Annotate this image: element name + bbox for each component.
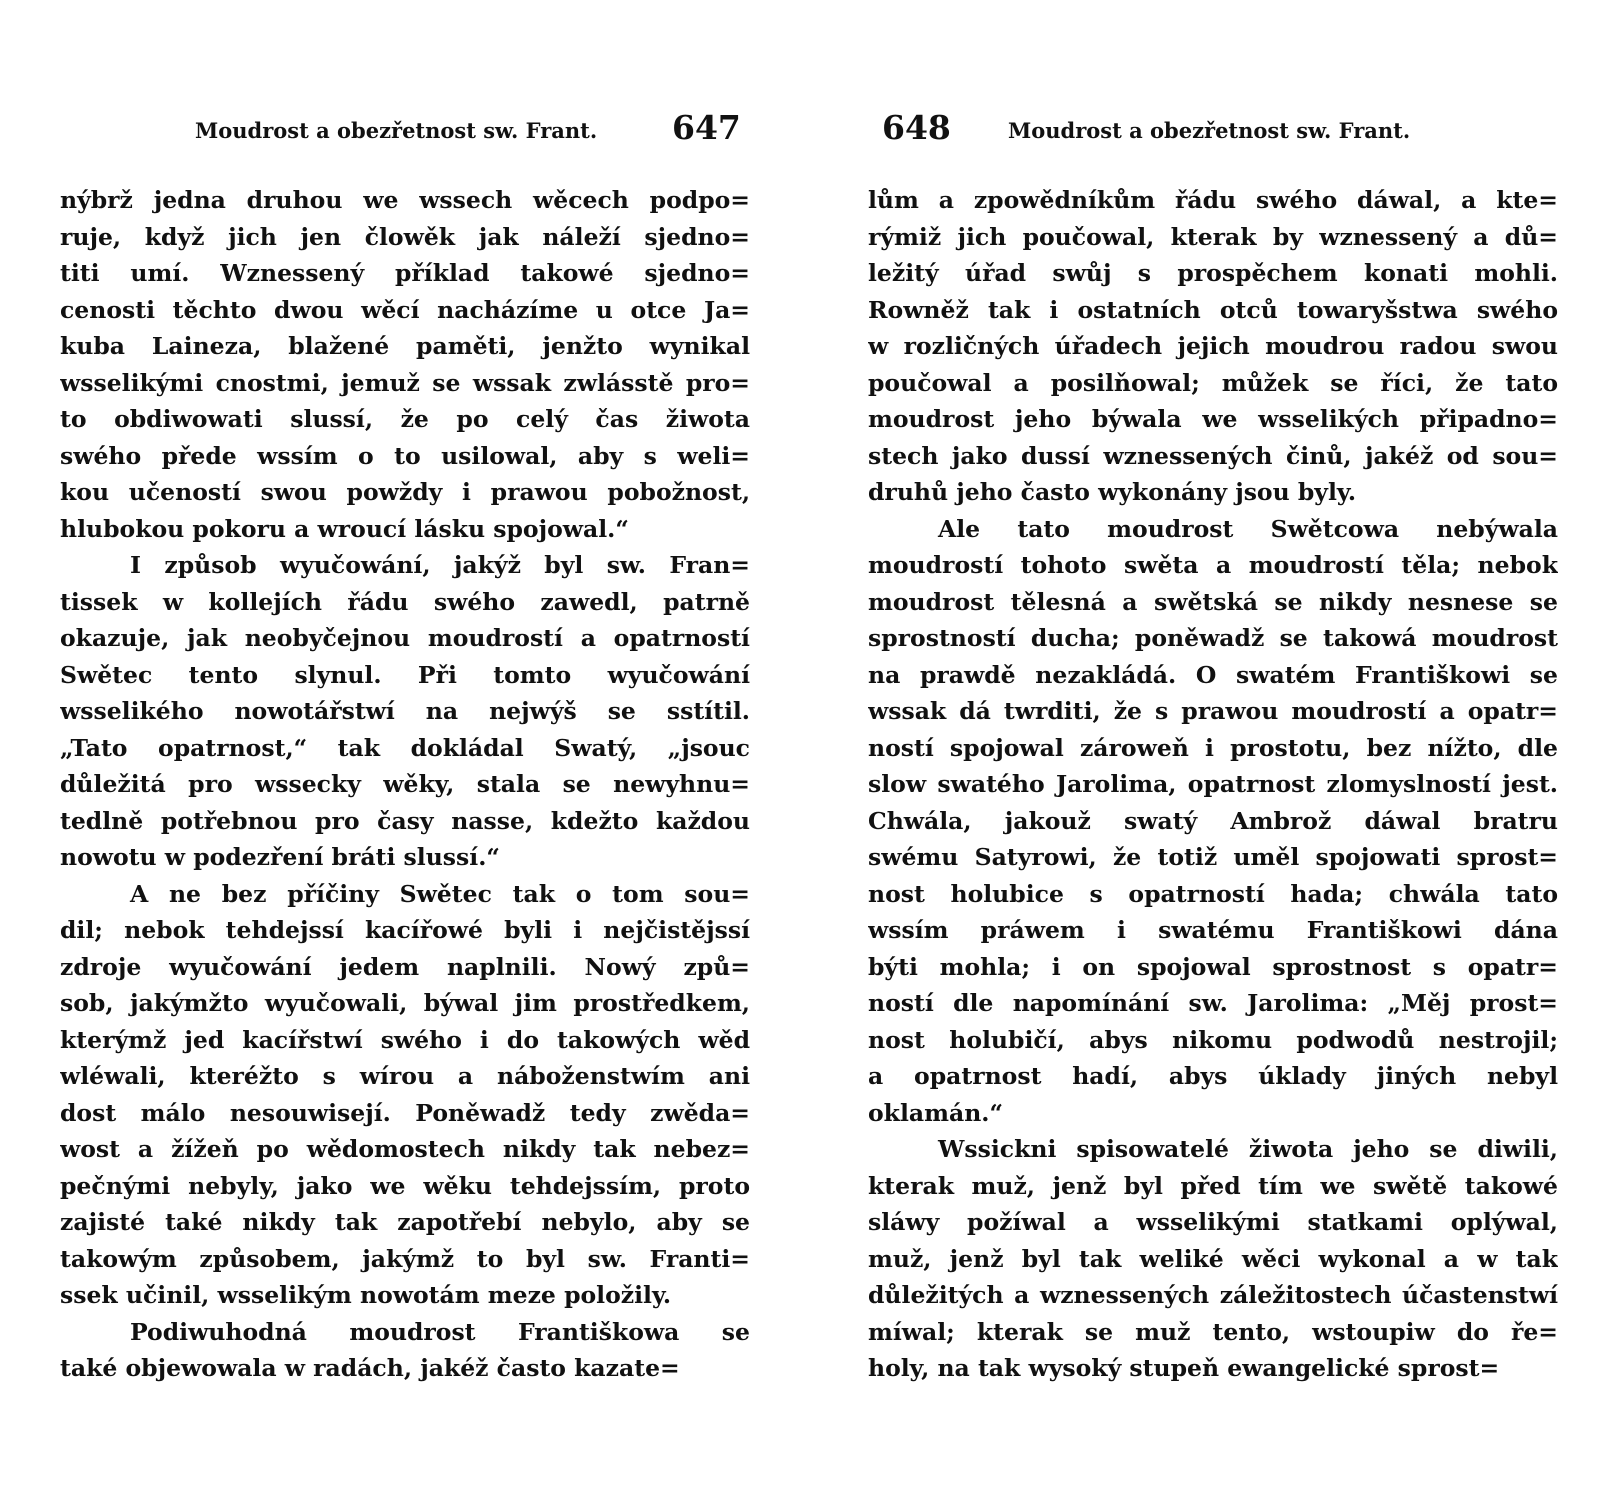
left-text-line: titi umí. Wznessený příklad takowé sjedno= — [60, 259, 750, 287]
right-body-text — [868, 182, 1558, 1387]
left-text-line: tedlně potřebnou pro časy nasse, kdežto každou — [60, 806, 750, 835]
left-text-line: dil; nebok tehdejssí kacířowé byli i nejčistějssí — [60, 916, 750, 944]
left-text-line: wost a žížeň po wědomostech nikdy tak nebez= — [60, 1135, 750, 1163]
left-text-line: A ne bez příčiny Swětec tak o tom sou= — [130, 879, 750, 908]
left-text-line: ssek učinil, wsselikým nowotám meze položily. — [60, 1281, 672, 1309]
left-text-line: nýbrž jedna druhou we wssech wěcech podpo= — [60, 186, 750, 214]
right-page-number: 648 — [882, 108, 951, 147]
right-text-line: sprostností ducha; poněwadž se takowá moudrost — [868, 624, 1558, 652]
right-text-line: poučowal a posilňowal; můžek se říci, že tato — [868, 368, 1558, 397]
right-text-line: Ale tato moudrost Swětcowa nebýwala — [938, 514, 1558, 543]
right-text-line: ností spojowal zároweň i prostotu, bez nížto, dle — [868, 733, 1558, 762]
left-page-number: 647 — [672, 108, 741, 147]
left-text-line: pečnými nebyly, jako we wěku tehdejssím, proto — [60, 1171, 750, 1200]
left-text-line: wsselikými cnostmi, jemuž se wssak zwlásstě pro= — [60, 368, 750, 397]
left-text-line: Podiwuhodná moudrost Františkowa se — [130, 1317, 750, 1346]
right-text-line: lům a zpowědníkům řádu swého dáwal, a kte= — [868, 186, 1558, 214]
right-text-line: býti mohla; i on spojowal sprostnost s opatr= — [868, 952, 1558, 981]
left-text-line: sob, jakýmžto wyučowali, býwal jim prostředkem, — [60, 989, 750, 1017]
right-text-line: nost holubice s opatrností hada; chwála tato — [868, 879, 1558, 908]
right-text-line: muž, jenž byl tak weliké wěci wykonal a w tak — [868, 1244, 1558, 1273]
right-text-line: swému Satyrowi, že totiž uměl spojowati sprost= — [868, 843, 1558, 871]
left-text-line: okazuje, jak neobyčejnou moudrostí a opatrností — [60, 624, 750, 652]
left-text-line: kuba Laineza, blažené paměti, jenžto wynikal — [60, 332, 750, 360]
right-text-line: moudrostí tohoto swěta a moudrostí těla; nebok — [868, 551, 1558, 579]
right-text-line: wssím práwem i swatému Františkowi dána — [868, 916, 1558, 944]
left-header-title: Moudrost a obezřetnost sw. Frant. — [195, 118, 598, 143]
left-text-line: důležitá pro wssecky wěky, stala se newyhnu= — [60, 770, 750, 798]
left-text-line: kou učeností swou powždy i prawou pobožnost, — [60, 478, 750, 506]
left-text-line: nowotu w podezření bráti slussí.“ — [60, 843, 500, 871]
left-text-line: také objewowala w radách, jakéž často kazate= — [60, 1354, 680, 1382]
right-text-line: stech jako dussí wznessených činů, jakéž od sou= — [868, 441, 1558, 470]
left-text-line: wsselikého nowotářstwí na nejwýš se sstítil. — [60, 697, 750, 725]
right-text-line: Chwála, jakouž swatý Ambrož dáwal bratru — [868, 806, 1558, 835]
left-page — [60, 0, 750, 1500]
right-text-line: na prawdě nezakládá. O swatém Františkowi se — [868, 660, 1558, 689]
left-text-line: swého přede wssím o to usilowal, aby s weli= — [60, 441, 750, 470]
right-text-line: slow swatého Jarolima, opatrnost zlomyslností jest. — [868, 770, 1558, 798]
right-text-line: wssak dá twrditi, že s prawou moudrostí a opatr= — [868, 697, 1558, 725]
left-running-head — [60, 108, 750, 152]
left-text-line: „Tato opatrnost,“ tak dokládal Swatý, „jsouc — [60, 733, 750, 762]
right-text-line: důležitých a wznessených záležitostech účastenstwí — [868, 1281, 1558, 1309]
right-header-title: Moudrost a obezřetnost sw. Frant. — [1008, 118, 1411, 143]
right-text-line: Wssickni spisowatelé žiwota jeho se diwili, — [938, 1135, 1558, 1163]
right-text-line: a opatrnost hadí, abys úklady jiných nebyl — [868, 1062, 1558, 1090]
left-text-line: zdroje wyučowání jedem naplnili. Nowý způ= — [60, 952, 750, 981]
left-text-line: zajisté také nikdy tak zapotřebí nebylo, aby se — [60, 1208, 750, 1236]
left-text-line: I způsob wyučowání, jakýž byl sw. Fran= — [130, 551, 750, 579]
right-text-line: ležitý úřad swůj s prospěchem konati mohli. — [868, 259, 1558, 287]
left-text-line: cenosti těchto dwou wěcí nacházíme u otce Ja= — [60, 295, 750, 324]
right-text-line: nost holubičí, abys nikomu podwodů nestrojil; — [868, 1025, 1558, 1054]
right-text-line: druhů jeho často wykonány jsou byly. — [868, 478, 1357, 506]
left-text-line: tissek w kollejích řádu swého zawedl, patrně — [60, 587, 750, 616]
right-text-line: kterak muž, jenž byl před tím we swětě takowé — [868, 1171, 1558, 1200]
right-page — [868, 0, 1558, 1500]
right-text-line: Rowněž tak i ostatních otců towaryšstwa swého — [868, 295, 1558, 324]
right-text-line: ností dle napomínání sw. Jarolima: „Měj prost= — [868, 989, 1558, 1017]
right-text-line: moudrost jeho býwala we wsselikých připadno= — [868, 405, 1558, 433]
right-text-line: oklamán.“ — [868, 1098, 1003, 1127]
left-body-text — [60, 182, 750, 1387]
right-text-line: míwal; kterak se muž tento, wstoupiw do ře= — [868, 1317, 1558, 1346]
left-text-line: hlubokou pokoru a wroucí lásku spojowal.“ — [60, 514, 629, 543]
left-text-line: to obdiwowati slussí, že po celý čas žiwota — [60, 405, 750, 433]
right-text-line: w rozličných úřadech jejich moudrou radou swou — [868, 332, 1558, 360]
right-text-line: rýmiž jich poučowal, kterak by wznessený a dů= — [868, 222, 1558, 251]
left-text-line: takowým způsobem, jakýmž to byl sw. Franti= — [60, 1244, 750, 1273]
left-text-line: wléwali, kteréžto s wírou a náboženstwím ani — [60, 1062, 750, 1090]
left-text-line: dost málo nesouwisejí. Poněwadž tedy zwěda= — [60, 1098, 750, 1127]
right-text-line: holy, na tak wysoký stupeň ewangelické sprost= — [868, 1354, 1500, 1382]
right-text-line: sláwy požíwal a wsselikými statkami oplýwal, — [868, 1208, 1558, 1236]
left-text-line: ruje, když jich jen člowěk jak náleží sjedno= — [60, 222, 750, 251]
right-text-line: moudrost tělesná a swětská se nikdy nesnese se — [868, 587, 1558, 616]
left-text-line: Swětec tento slynul. Při tomto wyučowání — [60, 660, 750, 689]
left-text-line: kterýmž jed kacířstwí swého i do takowých wěd — [60, 1025, 750, 1054]
right-running-head — [868, 108, 1558, 152]
